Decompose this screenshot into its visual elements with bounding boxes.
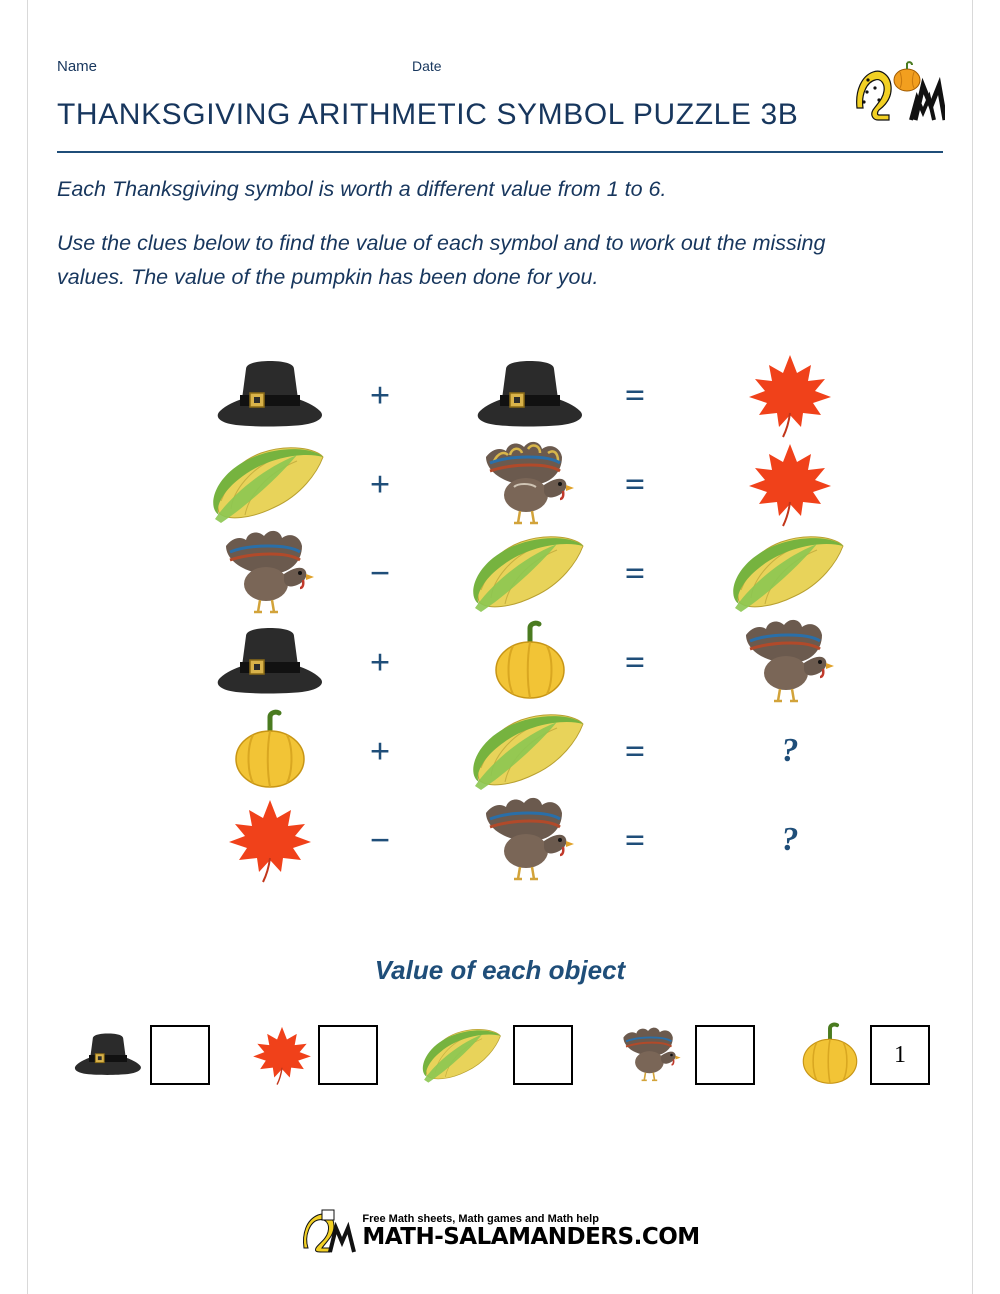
- operator-minus: −: [369, 552, 391, 593]
- operator-minus: −: [369, 819, 391, 860]
- hat-icon: [450, 350, 610, 439]
- answer-placeholder[interactable]: ?: [781, 820, 799, 858]
- equation-row: [150, 795, 870, 884]
- corn-icon: [450, 706, 610, 795]
- equation-row: [150, 350, 870, 439]
- value-item-corn: [417, 1025, 573, 1085]
- turkey-icon: [613, 1024, 691, 1086]
- equation-row: [150, 706, 870, 795]
- value-input-pumpkin[interactable]: 1: [870, 1025, 930, 1085]
- leaf-icon: [190, 795, 350, 884]
- value-item-pumpkin: [794, 1022, 930, 1088]
- turkey-icon: [710, 617, 870, 706]
- value-input-leaf[interactable]: [318, 1025, 378, 1085]
- date-label: Date: [412, 58, 442, 74]
- value-item-leaf: [250, 1024, 378, 1086]
- hat-icon: [70, 1028, 146, 1082]
- equation-row: [150, 439, 870, 528]
- operator-plus: +: [369, 730, 391, 771]
- answer-placeholder[interactable]: ?: [781, 731, 799, 769]
- pumpkin-icon: [190, 706, 350, 795]
- corn-icon: [710, 528, 870, 617]
- footer-tagline: Free Math sheets, Math games and Math help: [362, 1212, 599, 1225]
- leaf-icon: [710, 439, 870, 528]
- value-key-row: [70, 1010, 930, 1100]
- footer: [0, 1208, 1000, 1254]
- value-input-hat[interactable]: [150, 1025, 210, 1085]
- turkey-icon: [190, 528, 350, 617]
- page-edge-left: [27, 0, 28, 1294]
- equals-sign: =: [624, 374, 646, 415]
- salamander-footer-icon: [300, 1208, 358, 1254]
- name-label: Name: [57, 58, 98, 75]
- equation-row: [150, 617, 870, 706]
- corn-icon: [450, 528, 610, 617]
- operator-plus: +: [369, 374, 391, 415]
- pumpkin-icon: [450, 617, 610, 706]
- corn-icon: [190, 439, 350, 528]
- equations-list: [150, 350, 870, 884]
- values-subtitle: Value of each object: [374, 955, 626, 985]
- corn-icon: [417, 1026, 509, 1084]
- leaf-icon: [710, 350, 870, 439]
- operator-plus: +: [369, 641, 391, 682]
- page-edge-right: [972, 0, 973, 1294]
- equation-row: [150, 528, 870, 617]
- value-item-hat: [70, 1025, 210, 1085]
- value-input-corn[interactable]: [513, 1025, 573, 1085]
- intro-line-2: Use the clues below to find the value of each symbol and to work out the missing values. The value of the pumpkin has been done for you.: [57, 231, 826, 289]
- leaf-icon: [250, 1024, 314, 1086]
- equals-sign: =: [624, 819, 646, 860]
- salamander-logo: [855, 58, 945, 128]
- turkey-icon: [450, 439, 610, 528]
- operator-plus: +: [369, 463, 391, 504]
- equals-sign: =: [624, 463, 646, 504]
- equals-sign: =: [624, 552, 646, 593]
- intro-line-1: Each Thanksgiving symbol is worth a different value from 1 to 6.: [57, 177, 667, 201]
- title-divider: [57, 151, 943, 153]
- value-input-turkey[interactable]: [695, 1025, 755, 1085]
- hat-icon: [190, 350, 350, 439]
- page-title: THANKSGIVING ARITHMETIC SYMBOL PUZZLE 3B: [57, 98, 799, 131]
- header: [57, 58, 943, 80]
- value-item-turkey: [613, 1024, 755, 1086]
- pumpkin-icon: [794, 1022, 866, 1088]
- equals-sign: =: [624, 641, 646, 682]
- footer-brand[interactable]: MATH-SALAMANDERS.COM: [362, 1223, 700, 1250]
- equals-sign: =: [624, 730, 646, 771]
- turkey-icon: [450, 795, 610, 884]
- hat-icon: [190, 617, 350, 706]
